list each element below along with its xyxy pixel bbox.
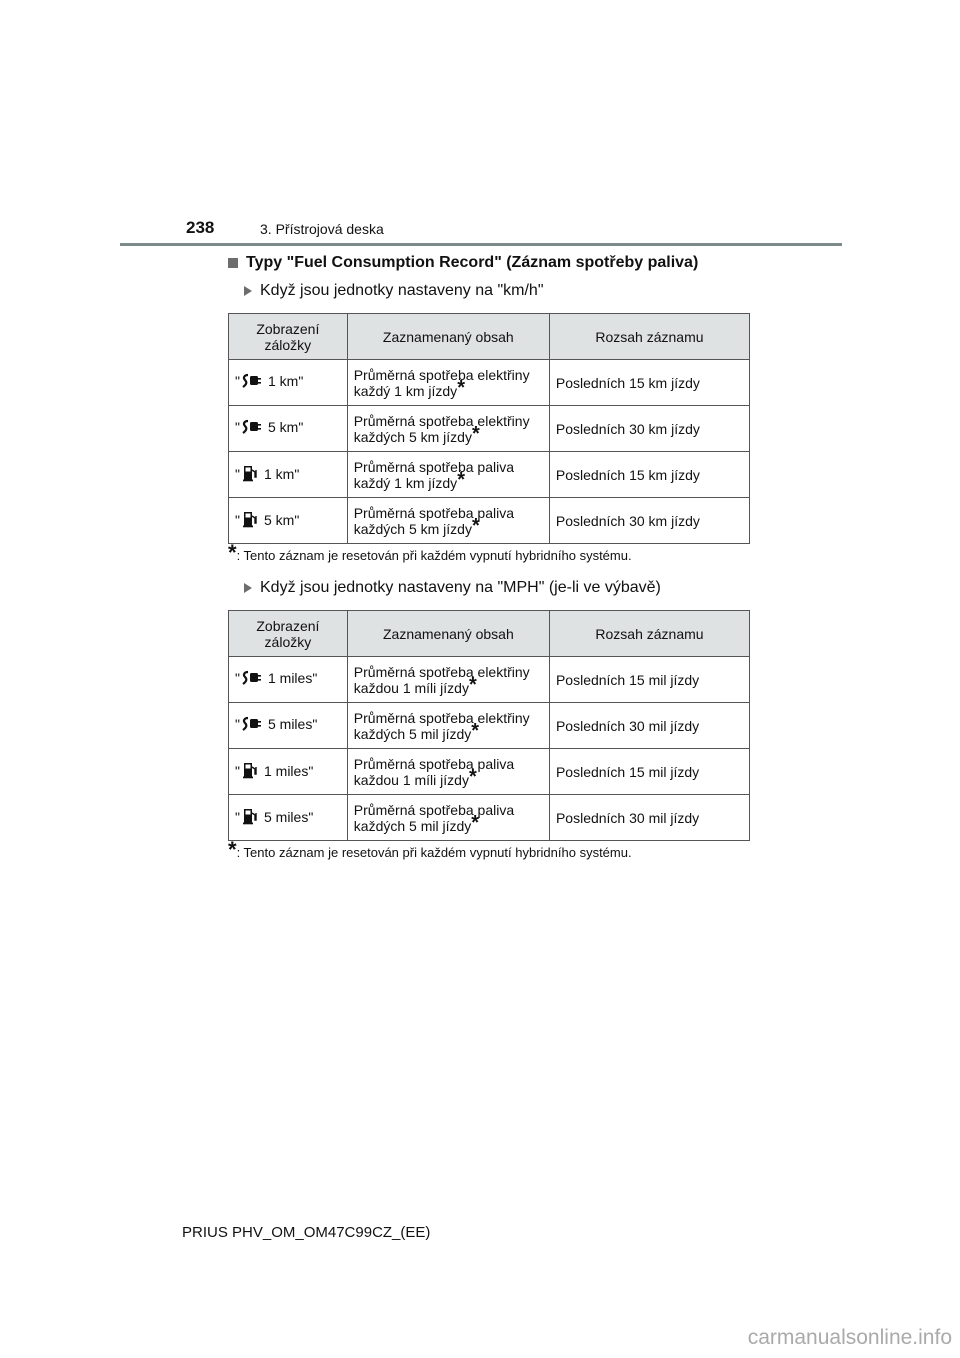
footnote-mark: * <box>228 837 237 862</box>
footnote-mark: * <box>457 468 465 491</box>
tab-display-cell <box>229 498 348 544</box>
footnote-kmh <box>228 540 632 565</box>
footnote-text: : Tento záznam je resetován při každém vypnutí hybridního systému. <box>236 548 632 563</box>
recorded-content-text: Průměrná spotřeba paliva každou 1 míli jízdy <box>353 755 515 788</box>
header-recorded-content: Zaznamenaný obsah <box>347 611 549 657</box>
record-range-cell: Posledních 30 km jízdy <box>549 406 749 452</box>
table-row <box>229 703 750 749</box>
header-tab-display: Zobrazení záložky <box>229 611 348 657</box>
tab-value: 5 miles" <box>267 716 318 732</box>
recorded-content-cell <box>347 795 549 841</box>
table-row <box>229 498 750 544</box>
recorded-content-text: Průměrná spotřeba elektřiny každou 1 míli jízdy <box>353 663 530 696</box>
footnote-mark: * <box>457 376 465 399</box>
record-range-cell: Posledních 30 mil jízdy <box>549 703 749 749</box>
subtitle-kmh <box>244 282 544 300</box>
table-row <box>229 406 750 452</box>
footnote-mark: * <box>468 765 477 788</box>
recorded-content-cell <box>347 406 549 452</box>
section-title <box>228 254 698 272</box>
tab-display-cell <box>229 406 348 452</box>
page-header <box>0 0 960 250</box>
tab-quote-open: " <box>235 373 240 389</box>
record-range-cell: Posledních 15 mil jízdy <box>549 749 749 795</box>
recorded-content-cell <box>347 703 549 749</box>
footnote-mark: * <box>471 811 480 834</box>
square-bullet-icon <box>228 258 238 268</box>
recorded-content-text: Průměrná spotřeba paliva každých 5 mil jízdy <box>353 801 515 834</box>
tab-quote-open: " <box>235 763 240 779</box>
record-range-cell: Posledních 15 km jízdy <box>549 452 749 498</box>
header-recorded-content: Zaznamenaný obsah <box>347 314 549 360</box>
record-range-cell: Posledních 30 mil jízdy <box>549 795 749 841</box>
footnote-mark: * <box>471 422 480 445</box>
tab-display-cell <box>229 452 348 498</box>
triangle-bullet-icon <box>244 286 252 296</box>
tab-value: 1 miles" <box>263 763 314 779</box>
recorded-content-text: Průměrná spotřeba paliva každých 5 km jízdy <box>353 504 515 537</box>
recorded-content-cell <box>347 360 549 406</box>
table-kmh <box>228 313 750 544</box>
tab-quote-open: " <box>235 670 240 686</box>
tab-value: 1 miles" <box>267 670 318 686</box>
header-tab-display: Zobrazení záložky <box>229 314 348 360</box>
record-range-cell: Posledních 30 km jízdy <box>549 498 749 544</box>
subtitle-kmh-text: Když jsou jednotky nastaveny na "km/h" <box>260 282 544 299</box>
ev-plug-icon <box>242 670 262 689</box>
tab-display-cell <box>229 795 348 841</box>
section-title-text: Typy "Fuel Consumption Record" (Záznam spotřeby paliva) <box>246 254 699 271</box>
recorded-content-cell <box>347 749 549 795</box>
page-number: 238 <box>186 218 215 237</box>
recorded-content-cell <box>347 657 549 703</box>
record-range-cell: Posledních 15 km jízdy <box>549 360 749 406</box>
recorded-content-text: Průměrná spotřeba elektřiny každý 1 km jízdy <box>353 366 530 399</box>
ev-plug-icon <box>242 373 262 392</box>
footnote-mark: * <box>468 673 477 696</box>
tab-display-cell <box>229 657 348 703</box>
chapter-title: 3. Přístrojová deska <box>260 221 384 237</box>
tab-value: 5 km" <box>263 512 300 528</box>
table-row <box>229 452 750 498</box>
table-row <box>229 360 750 406</box>
ev-plug-icon <box>242 716 262 735</box>
tab-value: 1 km" <box>263 466 300 482</box>
header-record-range: Rozsah záznamu <box>549 314 749 360</box>
fuel-pump-icon <box>242 464 258 485</box>
tab-quote-open: " <box>235 809 240 825</box>
footnote-mark: * <box>471 719 480 742</box>
tab-display-cell <box>229 749 348 795</box>
table-header-row <box>229 314 750 360</box>
tab-quote-open: " <box>235 512 240 528</box>
footnote-mark: * <box>471 514 480 537</box>
document-id: PRIUS PHV_OM_OM47C99CZ_(EE) <box>182 1224 431 1241</box>
table-row <box>229 657 750 703</box>
subtitle-mph-text: Když jsou jednotky nastaveny na "MPH" (je-li ve výbavě) <box>260 579 661 596</box>
record-range-cell: Posledních 15 mil jízdy <box>549 657 749 703</box>
fuel-pump-icon <box>242 807 258 828</box>
table-mph <box>228 610 750 841</box>
watermark: carmanualsonline.info <box>747 1326 952 1349</box>
table-row <box>229 749 750 795</box>
recorded-content-text: Průměrná spotřeba elektřiny každých 5 mil jízdy <box>353 709 530 742</box>
fuel-pump-icon <box>242 510 258 531</box>
tab-value: 1 km" <box>267 373 304 389</box>
header-rule <box>120 243 842 246</box>
tab-value: 5 miles" <box>263 809 314 825</box>
recorded-content-text: Průměrná spotřeba elektřiny každých 5 km jízdy <box>353 412 530 445</box>
header-record-range: Rozsah záznamu <box>549 611 749 657</box>
ev-plug-icon <box>242 419 262 438</box>
table-row <box>229 795 750 841</box>
tab-display-cell <box>229 360 348 406</box>
triangle-bullet-icon <box>244 583 252 593</box>
subtitle-mph <box>244 579 661 597</box>
fuel-pump-icon <box>242 761 258 782</box>
tab-quote-open: " <box>235 419 240 435</box>
recorded-content-cell <box>347 498 549 544</box>
tab-quote-open: " <box>235 466 240 482</box>
footnote-mark: * <box>228 540 237 565</box>
footnote-mph <box>228 837 632 862</box>
tab-display-cell <box>229 703 348 749</box>
recorded-content-cell <box>347 452 549 498</box>
table-header-row <box>229 611 750 657</box>
recorded-content-text: Průměrná spotřeba paliva každý 1 km jízdy <box>353 458 515 491</box>
tab-value: 5 km" <box>267 419 304 435</box>
footnote-text: : Tento záznam je resetován při každém vypnutí hybridního systému. <box>236 845 632 860</box>
tab-quote-open: " <box>235 716 240 732</box>
